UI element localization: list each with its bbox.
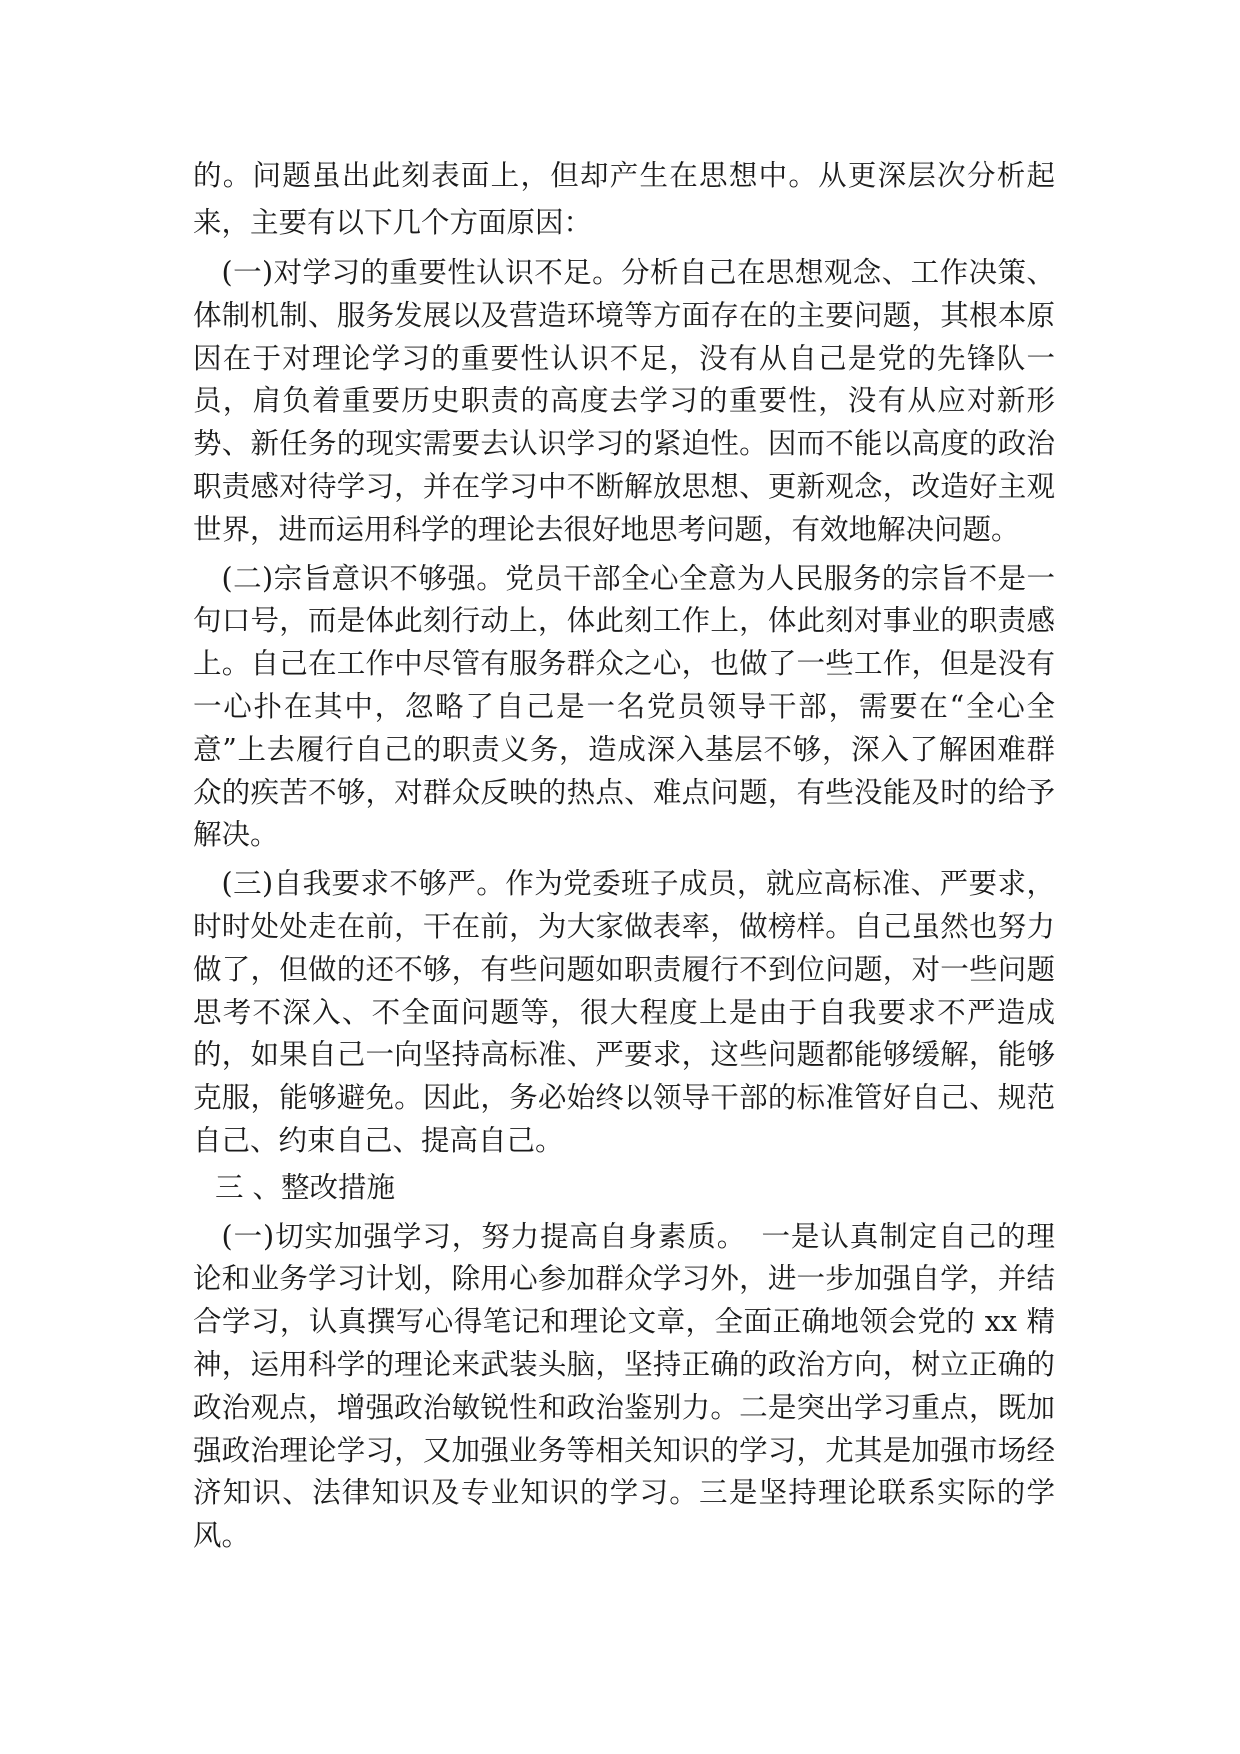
paragraph-cause-self-discipline: (三)自我要求不够严。作为党委班子成员，就应高标准、严要求，时时处处走在前，干在前，为大家做表率，做榜样。自己虽然也努力做了，但做的还不够，有些问题如职责履行不到位问题，对一些问题思考不深入、不全面问题等，很大程度上是由于自我要求不严造成的，如果自己一向坚持高标准、严要求，这些问题都能够缓解，能够克服，能够避免。因此，务必始终以领导干部的标准管好自己、规范自己、约束自己、提高自己。 — [193, 867, 1055, 1157]
paragraph-measure-study: (一)切实加强学习，努力提高自身素质。 一是认真制定自己的理论和业务学习计划，除用心参加群众学习外，进一步加强自学，并结合学习，认真撰写心得笔记和理论文章，全面正确地领会党的 xx 精神，运用科学的理论来武装头脑，坚持正确的政治方向，树立正确的政治观点，增强政治敏锐性和政治鉴别力。二是突出学习重点，既加强政治理论学习，又加强业务等相关知识的学习，尤其是加强市场经济知识、法律知识及专业知识的学习。三是坚持理论联系实际的学风。 — [193, 1219, 1055, 1553]
paragraph-causes-intro: 的。问题虽出此刻表面上，但却产生在思想中。从更深层次分析起来，主要有以下几个方面原因： — [193, 159, 1055, 239]
paragraph-cause-study: (一)对学习的重要性认识不足。分析自己在思想观念、工作决策、体制机制、服务发展以及营造环境等方面存在的主要问题，其根本原因在于对理论学习的重要性认识不足，没有从自己是党的先锋队一员，肩负着重要历史职责的高度去学习的重要性，没有从应对新形势、新任务的现实需要去认识学习的紧迫性。因而不能以高度的政治职责感对待学习，并在学习中不断解放思想、更新观念，改造好主观世界，进而运用科学的理论去很好地思考问题，有效地解决问题。 — [193, 256, 1055, 546]
section-heading-rectification: 三 、整改措施 — [215, 1170, 396, 1204]
paragraph-cause-purpose: (二)宗旨意识不够强。党员干部全心全意为人民服务的宗旨不是一句口号，而是体此刻行动上，体此刻工作上，体此刻对事业的职责感上。自己在工作中尽管有服务群众之心，也做了一些工作，但是没有一心扑在其中，忽略了自己是一名党员领导干部，需要在“全心全意”上去履行自己的职责义务，造成深入基层不够，深入了解困难群众的疾苦不够，对群众反映的热点、难点问题，有些没能及时的给予解决。 — [193, 561, 1055, 852]
document-body — [193, 152, 1055, 1558]
